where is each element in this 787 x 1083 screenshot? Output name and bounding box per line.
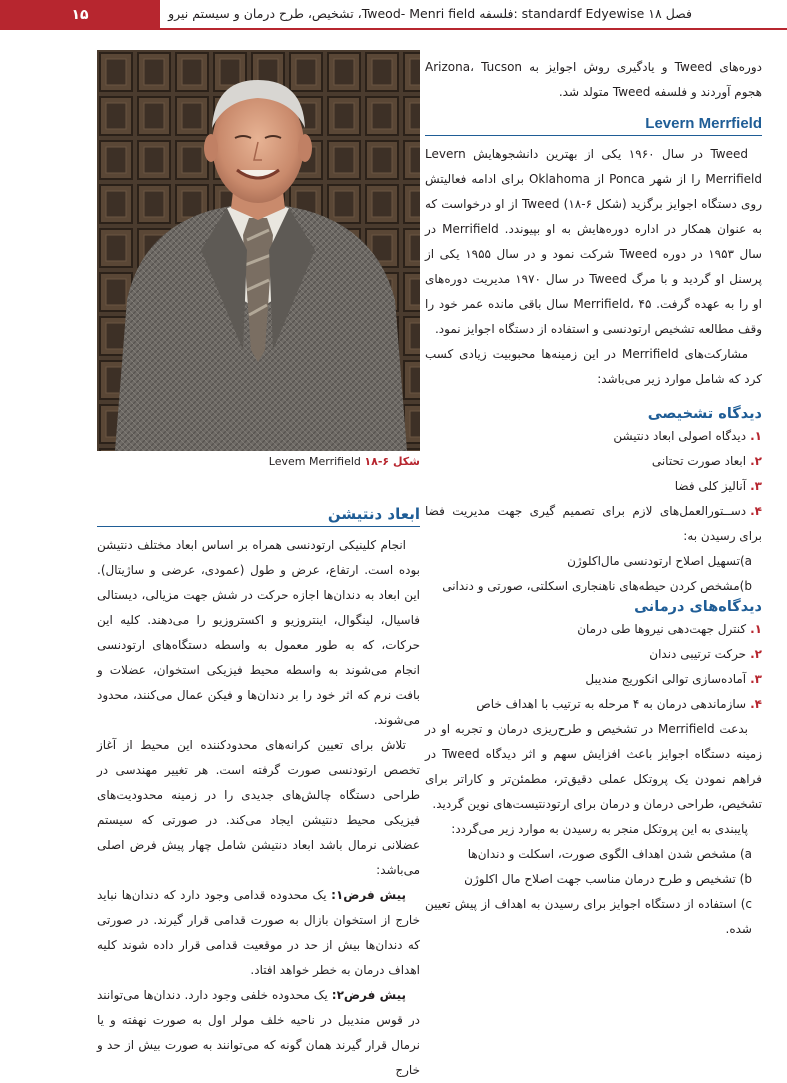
premise-1 bbox=[97, 883, 420, 983]
portrait-illustration bbox=[97, 50, 420, 451]
list-item: ۳.آماده‌سازی توالی انکوریج مندیبل bbox=[585, 672, 762, 686]
page-number: ۱۵ bbox=[71, 7, 89, 23]
running-header bbox=[0, 0, 787, 30]
treatment-list bbox=[425, 617, 762, 717]
outcome-item: c) استفاده از دستگاه اجوایز برای رسیدن به اهداف از پیش تعیین شده. bbox=[425, 897, 752, 936]
list-item: ۳.آنالیز کلی فضا bbox=[674, 479, 762, 493]
dimensions-paragraph-2: تلاش برای تعیین کرانه‌های محدودکننده این محیط از آغاز تخصص ارتودنسی صورت گرفته است. هر تغییر مهندسی در طراحی دستگاه چالش‌های جدیدی را در زمینه محدودیت‌های فیزیکی محیط دنتیشن ایجاد می‌کند. در صورتی که سیستم عضلانی نرمال باشد ابعاد دنتیشن شامل چهار پیش فرض اصلی می‌باشد: bbox=[97, 738, 420, 877]
merrifield-paragraph-4: پایبندی به این پروتکل منجر به رسیدن به موارد زیر می‌گردد: bbox=[451, 822, 748, 836]
premise-1-text: یک محدوده قدامی وجود دارد که دندان‌ها نباید خارج از استخوان بازال به صورت قدامی قرار گیرند. در صورتی که دندان‌ها بیش از حد در موقعیت قدامی قرار داده شوند کلیه اهداف درمان به خطر خواهد افتاد. bbox=[97, 888, 420, 977]
list-item: ۴.دســتورالعمل‌های لازم برای تصمیم گیری جهت مدیریت فضا برای رسیدن به: bbox=[425, 504, 762, 543]
treatment-heading: دیدگاه‌های درمانی bbox=[634, 599, 762, 615]
list-item: ۱.کنترل جهت‌دهی نیروها طی درمان bbox=[577, 622, 762, 636]
diagnostic-subitem: a)تسهیل اصلاح ارتودنسی مال‌اکلوژن bbox=[567, 554, 752, 568]
portrait-photo bbox=[97, 50, 420, 451]
list-item: ۲.حرکت ترتیبی دندان bbox=[649, 647, 762, 661]
list-item: ۴.سازماندهی درمان به ۴ مرحله به ترتیب با اهداف خاص bbox=[476, 697, 762, 711]
section-title-merrifield: Levern Merrfield bbox=[425, 115, 762, 136]
premise-2-text: یک محدوده خلفی وجود دارد. دندان‌ها می‌توانند در قوس مندیبل در ناحیه خلف مولر اول به صورت نهفته و یا نرمال قرار گیرند همان گونه که می‌توانند به صورت بیش از حد و خارج bbox=[97, 988, 420, 1077]
figure-caption-text: Levem Merrifield bbox=[268, 455, 361, 468]
left-column bbox=[97, 505, 420, 1083]
diagnostic-heading: دیدگاه تشخیصی bbox=[647, 406, 762, 422]
page-number-box bbox=[0, 0, 160, 30]
premise-2-label: پیش فرض۲: bbox=[331, 988, 406, 1002]
premise-2 bbox=[97, 983, 420, 1083]
list-item: ۲.ابعاد صورت تحتانی bbox=[651, 454, 762, 468]
merrifield-paragraph-1: Tweed در سال ۱۹۶۰ یکی از بهترین دانشجوهایش Levern Merrifield را از شهر Ponca از Oklahoma برای ادامه فعالیتش روی دستگاه اجوایز برگزید (شکل ۶-۱۸) Tweed از او درخواست که به عنوان همکار در اداره دوره‌هایش به او بپیوندد. Merrifield در سال ۱۹۵۳ در دوره Tweed شرکت نمود و در سال ۱۹۵۵ یکی از پرسنل او گردید و با مرگ Tweed در سال ۱۹۷۰ مدیریت دوره‌های او را به عهده گرفت. Merrifield، ۴۵ سال باقی مانده عمر خود را وقف مطالعه تشخیص ارتودنسی و استفاده از دستگاه اجوایز نمود. bbox=[425, 147, 763, 336]
outcome-item: b) تشخیص و طرح درمان مناسب جهت اصلاح مال اکلوژن bbox=[464, 872, 752, 886]
merrifield-paragraph-3: بدعت Merrifield در تشخیص و طرح‌ریزی درمان و تجربه او در زمینه دستگاه اجوایز باعث افزایش سهم و اثر دیدگاه Tweed در فراهم نمودن یک پروتکل عملی دقیق‌تر، مطمئن‌تر و کاراتر برای تشخیص، طراحی درمان و درمان برای ارتودنتیست‌های نوین گردید. bbox=[425, 722, 763, 811]
list-item: ۱.دیدگاه اصولی ابعاد دنتیشن bbox=[613, 429, 762, 443]
premise-1-label: پیش فرض۱: bbox=[331, 888, 406, 902]
intro-paragraph: دوره‌های Tweed و یادگیری روش اجوایز به Arizona، Tucson هجوم آوردند و فلسفه Tweed متولد شد. bbox=[425, 60, 762, 99]
right-column bbox=[425, 55, 762, 942]
diagnostic-subitem: b)مشخص کردن حیطه‌های ناهنجاری اسکلتی، صورتی و دندانی bbox=[442, 579, 752, 593]
dimensions-paragraph-1: انجام کلینیکی ارتودنسی همراه بر اساس ابعاد مختلف دنتیشن بوده است. ارتفاع، عرض و طول (عمودی، عرضی و ساژیتال). این ابعاد به دندان‌ها اجازه حرکت در شش جهت مزیالی، دیستالی فاسیال، لینگوال، اینتروزیو و اکستروزیو را می‌دهند. کلیه این حرکات، که به طور معمول به واسطه دستگاه‌های ارتودنسی انجام می‌شوند به واسطه محیط فیزیکی استخوان، عضلات و بافت نرم که اثر خود را بر دندان‌ها و فیکن عمال می‌کنند، محدود می‌شوند. bbox=[97, 538, 420, 727]
figure-label: شکل ۶-۱۸ bbox=[364, 455, 420, 468]
outcome-item: a) مشخص شدن اهداف الگوی صورت، اسکلت و دندان‌ها bbox=[467, 847, 752, 861]
diagnostic-list bbox=[425, 424, 762, 549]
merrifield-paragraph-2: مشارکت‌های Merrifield در این زمینه‌ها محبوبیت زیادی کسب کرد که شامل موارد زیر می‌باشد: bbox=[425, 347, 762, 386]
running-title: فصل ۱۸ standardf Edyewise :فلسفه Tweod- Menri field، تشخیص، طرح درمان و سیستم نیرو bbox=[168, 6, 692, 21]
figure-caption bbox=[97, 455, 420, 468]
section-title-dimensions: ابعاد دنتیشن bbox=[97, 505, 420, 527]
